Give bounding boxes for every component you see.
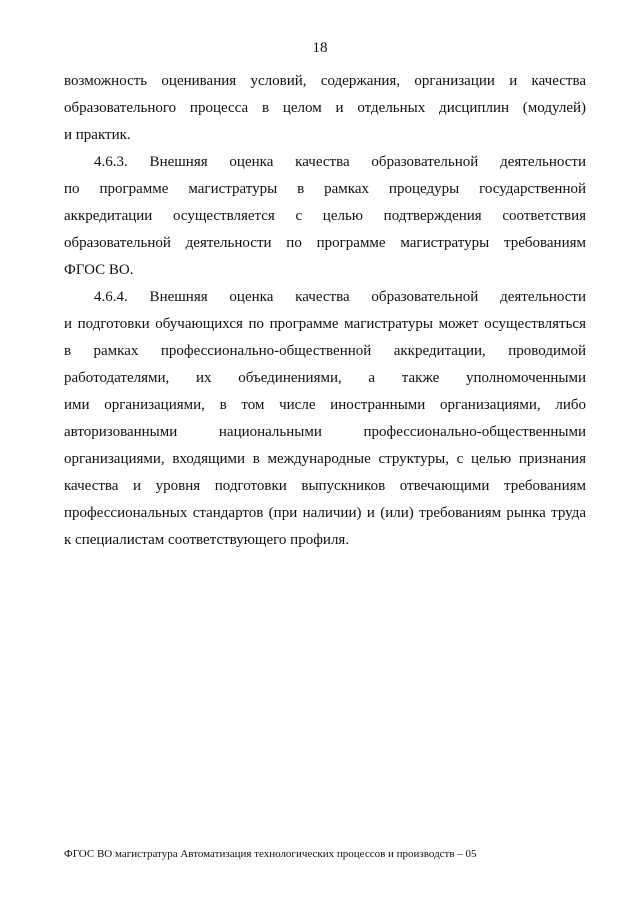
paragraph-line: в рамках профессионально-общественной аккредитации, проводимой xyxy=(64,343,586,359)
paragraph-line: возможность оценивания условий, содержания, организации и качества xyxy=(64,73,586,89)
paragraph-line: ими организациями, в том числе иностранными организациями, либо xyxy=(64,397,586,413)
paragraph-line: аккредитации осуществляется с целью подтверждения соответствия xyxy=(64,208,586,224)
paragraph-line: качества и уровня подготовки выпускников отвечающими требованиям xyxy=(64,478,586,494)
paragraph-line: образовательной деятельности по программе магистратуры требованиям xyxy=(64,235,586,251)
paragraph-line: организациями, входящими в международные структуры, с целью признания xyxy=(64,451,586,467)
paragraph-line: и практик. xyxy=(64,127,131,143)
page-number: 18 xyxy=(312,40,328,56)
paragraph-line: по программе магистратуры в рамках процедуры государственной xyxy=(64,181,586,197)
paragraph-line: к специалистам соответствующего профиля. xyxy=(64,532,350,548)
section-heading-line: 4.6.4. Внешняя оценка качества образовательной деятельности xyxy=(94,289,586,305)
paragraph-line: ФГОС ВО. xyxy=(64,262,134,278)
paragraph-line: и подготовки обучающихся по программе магистратуры может осуществляться xyxy=(64,316,586,332)
paragraph-line: работодателями, их объединениями, а также уполномоченными xyxy=(64,370,586,386)
page-footer: ФГОС ВО магистратура Автоматизация технологических процессов и производств – 05 xyxy=(64,848,477,860)
paragraph-line: профессиональных стандартов (при наличии) и (или) требованиям рынка труда xyxy=(64,505,586,521)
section-heading-line: 4.6.3. Внешняя оценка качества образовательной деятельности xyxy=(94,154,586,170)
paragraph-line: образовательного процесса в целом и отдельных дисциплин (модулей) xyxy=(64,100,586,116)
paragraph-line: авторизованными национальными профессионально-общественными xyxy=(64,424,586,440)
